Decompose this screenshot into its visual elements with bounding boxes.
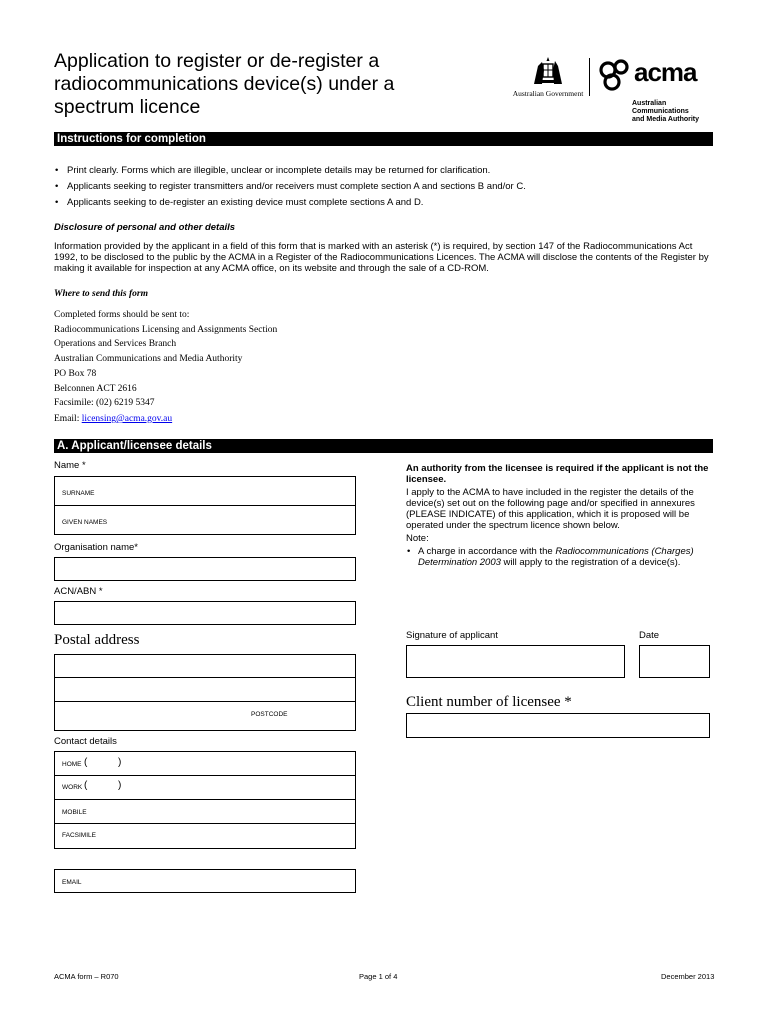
footer-page-number: Page 1 of 4: [359, 972, 398, 981]
email-field[interactable]: EMAIL: [54, 869, 356, 893]
charges-note: • A charge in accordance with the Radiocommunications (Charges) Determination 2003 will apply to the registration of a device(s).: [406, 546, 712, 568]
postal-address-block: Completed forms should be sent to: Radiocommunications Licensing and Assignments Section Operations and Services Branch Australian Communications and Media Authority PO Box 78 Belconnen ACT 2616 Facsimile: (02) 6219 5347: [54, 310, 278, 409]
organisation-label: Organisation name*: [54, 542, 138, 553]
note-label: Note:: [406, 533, 429, 544]
list-item: • Print clearly. Forms which are illegible, unclear or incomplete details may be returned for clarification.: [54, 164, 714, 180]
given-names-field[interactable]: GIVEN NAMES: [54, 505, 356, 535]
where-to-send-heading: Where to send this form: [54, 289, 148, 299]
signature-field[interactable]: [406, 645, 625, 678]
postal-address-line-1[interactable]: [54, 654, 356, 678]
name-label: Name *: [54, 460, 86, 471]
signature-label: Signature of applicant: [406, 630, 498, 641]
page-title: Application to register or de-register a radiocommunications device(s) under a spectrum licence: [54, 50, 395, 118]
list-item: • Applicants seeking to de-register an existing device must complete sections A and D.: [54, 196, 714, 212]
facsimile-field[interactable]: FACSIMILE: [54, 823, 356, 849]
instructions-list: [54, 164, 714, 212]
coat-of-arms-icon: [528, 56, 568, 86]
acn-abn-field[interactable]: [54, 601, 356, 625]
organisation-field[interactable]: [54, 557, 356, 581]
australian-government-logo: [512, 56, 584, 98]
footer-date: December 2013: [661, 972, 715, 981]
contact-details-label: Contact details: [54, 736, 117, 747]
date-label: Date: [639, 630, 660, 641]
mobile-field[interactable]: MOBILE: [54, 799, 356, 824]
authority-heading: An authority from the licensee is required if the applicant is not the licensee.: [406, 463, 709, 485]
postcode-label: POSTCODE: [251, 711, 288, 718]
acn-abn-label: ACN/ABN *: [54, 586, 103, 597]
list-item: • Applicants seeking to register transmitters and/or receivers must complete section A and sections B and/or C.: [54, 180, 714, 196]
postal-address-line-3[interactable]: [54, 701, 356, 731]
client-number-label: Client number of licensee *: [406, 694, 572, 710]
surname-field[interactable]: SURNAME: [54, 476, 356, 506]
date-field[interactable]: [639, 645, 710, 678]
email-link[interactable]: licensing@acma.gov.au: [81, 414, 173, 424]
australian-government-text: Australian Government: [512, 89, 584, 98]
acma-subtitle: Australian Communications and Media Authority: [632, 100, 700, 123]
client-number-field[interactable]: [406, 713, 710, 738]
acma-rings-icon: [598, 58, 634, 92]
authority-block: [406, 463, 712, 570]
footer-form-id: ACMA form – R070: [54, 972, 119, 981]
postal-address-label: Postal address: [54, 632, 140, 648]
authority-text: I apply to the ACMA to have included in the register the details of the device(s) set out on the following page and/or specified in annexures (PLEASE INDICATE) of this application, which it is proposed will be operated under the spectrum licence shown below.: [406, 487, 695, 531]
home-phone-field[interactable]: HOME ( ): [54, 751, 356, 776]
disclosure-text: Information provided by the applicant in a field of this form that is marked with an asterisk (*) is required, by section 147 of the Radiocommunications Act 1992, to be disclosed to the public by the ACMA in a Register of the Radiocommunications Licences. The ACMA will disclose the contents of the Register by making it available for inspection at any ACMA office, on its website and through the sale of a CD-ROM.: [54, 241, 709, 274]
logo-divider: [589, 58, 590, 96]
email-line: Email: licensing@acma.gov.au: [54, 414, 173, 424]
disclosure-heading: Disclosure of personal and other details: [54, 222, 236, 233]
acma-wordmark: acma: [634, 57, 697, 87]
section-a-bar: A. Applicant/licensee details: [54, 439, 713, 453]
postal-address-line-2[interactable]: [54, 677, 356, 702]
instructions-bar: Instructions for completion: [54, 132, 713, 146]
work-phone-field[interactable]: WORK ( ): [54, 775, 356, 800]
